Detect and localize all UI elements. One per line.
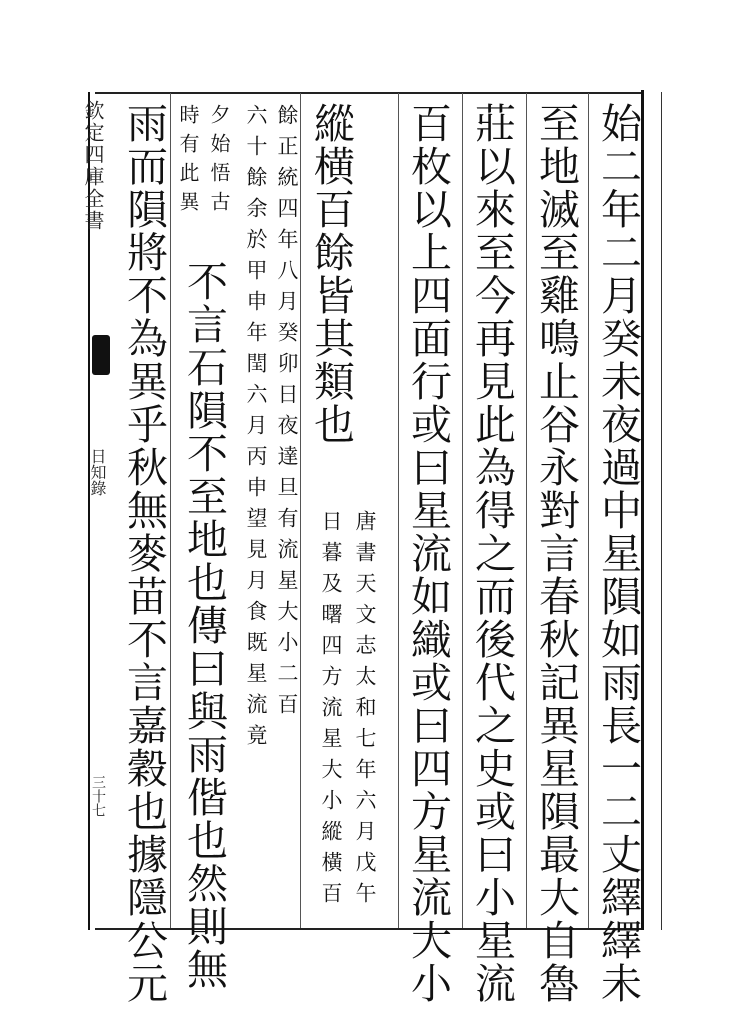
annotation-column: 唐書天文志太和七年六月戊午 [353, 510, 377, 913]
annotation-column: 日暮及曙四方流星大小縱橫百 [319, 510, 343, 913]
annotation-column: 六十餘余於甲申年閏六月丙申望見月食既星流竟 [244, 104, 268, 755]
fishtail-mark [92, 335, 110, 375]
annotation-column: 時有此異 [176, 104, 200, 220]
text-column-7: 雨而隕將不為異乎秋無麥苗不言嘉穀也據隱公元 [120, 102, 168, 1005]
text-column-2: 至地滅至雞鳴止谷永對言春秋記異星隕最大自魯 [532, 102, 580, 1005]
book-title: 日知錄 [88, 448, 107, 496]
collection-title: 欽定四庫全書 [81, 100, 105, 232]
column-divider [398, 93, 399, 928]
column-divider [588, 93, 589, 928]
frame-right-inner-border [661, 92, 662, 930]
page-number: 三十七 [90, 775, 106, 817]
text-column-5: 縱横百餘皆其類也 [307, 102, 355, 446]
column-divider [462, 93, 463, 928]
column-divider [526, 93, 527, 928]
text-column-1: 始二年二月癸未夜過中星隕如雨長一二丈繹繹未 [594, 102, 642, 1005]
column-divider [170, 93, 171, 928]
text-column-3: 莊以來至今再見此為得之而後代之史或曰小星流 [468, 102, 516, 1005]
column-divider [300, 93, 301, 928]
annotation-column: 夕始悟古 [207, 104, 231, 220]
annotation-column: 餘正統四年八月癸卯日夜達旦有流星大小二百 [275, 104, 299, 724]
frame-top-border [95, 92, 643, 94]
text-column-4: 百枚以上四面行或曰星流如織或曰四方星流大小 [404, 102, 452, 1005]
text-column-6: 不言石隕不至地也傳曰與雨偕也然則無 [180, 260, 228, 991]
